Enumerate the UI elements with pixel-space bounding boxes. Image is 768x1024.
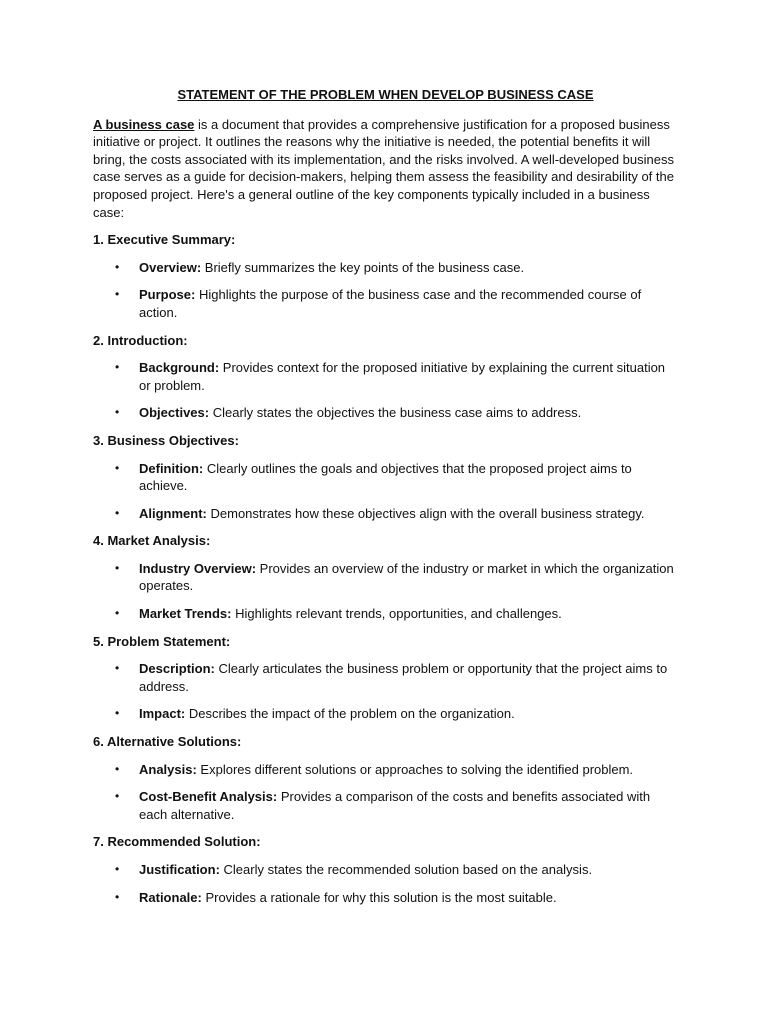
item-label: Overview: <box>139 259 202 275</box>
item-text: Highlights the purpose of the business case and the recommended course of action. <box>139 287 642 320</box>
item-label: Definition: <box>139 460 204 476</box>
bullet-icon: • <box>115 460 120 475</box>
bullet-list <box>93 359 678 422</box>
item-text: Clearly states the objectives the business case aims to address. <box>209 405 582 421</box>
item-label: Market Trends: <box>139 606 232 622</box>
bullet-icon: • <box>115 889 120 904</box>
intro-text: is a document that provides a comprehensive justification for a proposed business initiative or project. It outlines the reasons why the initiative is needed, the potential benefits it will bring, the costs associated with its implementation, and the risks involved. A well-developed business case serves as a guide for decision-makers, helping them assess the feasibility and desirability of the proposed project. Here's a general outline of the key components typically included in a business case: <box>93 116 674 220</box>
sections-container <box>93 231 678 906</box>
item-text: Clearly articulates the business problem or opportunity that the project aims to address. <box>139 661 668 694</box>
item-text: Describes the impact of the problem on the organization. <box>185 706 515 722</box>
bullet-list <box>93 560 678 623</box>
section-heading: 2. Introduction: <box>93 332 188 348</box>
intro-term: A business case <box>93 116 195 132</box>
list-item <box>93 460 678 495</box>
bullet-icon: • <box>115 360 120 375</box>
list-item <box>93 505 678 523</box>
bullet-icon: • <box>115 405 120 420</box>
item-label: Justification: <box>139 862 220 877</box>
item-text: Explores different solutions or approaches to solving the identified problem. <box>196 761 634 777</box>
list-item <box>93 259 678 277</box>
item-text: Highlights relevant trends, opportunities, and challenges. <box>231 606 562 622</box>
item-label: Impact: <box>139 706 186 722</box>
bullet-list <box>93 761 678 824</box>
section-business-objectives <box>93 432 678 522</box>
bullet-list <box>93 861 678 906</box>
list-item <box>93 404 678 422</box>
item-label: Industry Overview: <box>139 560 257 576</box>
bullet-icon: • <box>115 259 120 274</box>
item-text: Provides context for the proposed initiative by explaining the current situation or problem. <box>139 360 666 393</box>
item-text: Briefly summarizes the key points of the business case. <box>201 259 525 275</box>
bullet-icon: • <box>115 789 120 804</box>
section-heading: 4. Market Analysis: <box>93 533 211 549</box>
section-executive-summary <box>93 231 678 321</box>
bullet-icon: • <box>115 560 120 575</box>
list-item <box>93 605 678 623</box>
item-text: Demonstrates how these objectives align with the overall business strategy. <box>206 505 645 521</box>
item-label: Cost-Benefit Analysis: <box>139 789 278 805</box>
list-item <box>93 286 678 321</box>
list-item <box>93 560 678 595</box>
list-item <box>93 660 678 695</box>
bullet-list <box>93 460 678 523</box>
list-item <box>93 889 678 907</box>
bullet-icon: • <box>115 661 120 676</box>
bullet-icon: • <box>115 761 120 776</box>
bullet-icon: • <box>115 505 120 520</box>
list-item <box>93 705 678 723</box>
item-text: Clearly states the recommended solution based on the analysis. <box>219 862 593 877</box>
section-market-analysis <box>93 532 678 622</box>
document-title: STATEMENT OF THE PROBLEM WHEN DEVELOP BUSINESS CASE <box>177 87 594 102</box>
item-text: Clearly outlines the goals and objectives that the proposed project aims to achieve. <box>139 460 632 494</box>
item-text: Provides a rationale for why this solution is the most suitable. <box>201 889 557 905</box>
document-page <box>93 86 678 916</box>
bullet-icon: • <box>115 287 120 302</box>
item-label: Purpose: <box>139 287 196 303</box>
bullet-icon: • <box>115 606 120 621</box>
list-item <box>93 861 678 879</box>
list-item <box>93 761 678 779</box>
section-heading: 1. Executive Summary: <box>93 232 236 248</box>
bullet-icon: • <box>115 862 120 876</box>
item-text: Provides a comparison of the costs and benefits associated with each alternative. <box>139 789 651 822</box>
section-heading: 5. Problem Statement: <box>93 633 231 649</box>
item-label: Background: <box>139 360 220 376</box>
list-item <box>93 359 678 394</box>
section-recommended-solution <box>93 833 678 906</box>
list-item <box>93 788 678 823</box>
section-heading: 7. Recommended Solution: <box>93 834 261 850</box>
section-alternative-solutions <box>93 733 678 823</box>
section-heading: 3. Business Objectives: <box>93 432 239 448</box>
section-problem-statement <box>93 633 678 723</box>
item-label: Objectives: <box>139 405 210 421</box>
item-label: Analysis: <box>139 761 197 777</box>
item-text: Provides an overview of the industry or market in which the organization operates. <box>139 560 674 594</box>
bullet-list <box>93 660 678 723</box>
bullet-list <box>93 259 678 322</box>
item-label: Rationale: <box>139 889 202 905</box>
intro-paragraph <box>93 116 678 222</box>
bullet-icon: • <box>115 706 120 721</box>
item-label: Alignment: <box>139 505 207 521</box>
section-heading: 6. Alternative Solutions: <box>93 734 242 750</box>
item-label: Description: <box>139 661 215 677</box>
section-introduction <box>93 332 678 422</box>
